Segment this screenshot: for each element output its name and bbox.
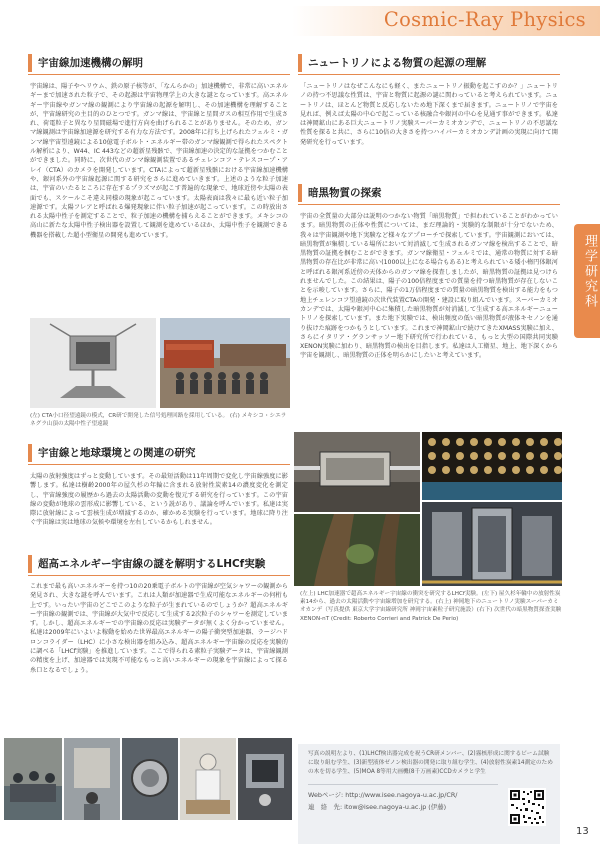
side-tab-label: 理学研究科 (582, 234, 597, 309)
ccd-camera-photo (238, 738, 292, 820)
body-cr-acceleration: 宇宙線は、陽子やヘリウム、鉄の原子核等が、「なんらかの」加速機構で、非常に高いエネルギーまで加速された粒子で、その起源は宇宙物理学上の大きな謎となっています。高エネルギー宇宙線やガンマ線の観測により宇宙線の起源を解明し、その加速機構を理解することが、宇宙線研究の主目的のひとつです。ガンマ線は、宇宙線と星間ガスの相互作用で生成され、荷電粒子と異なり星間磁場で進行方向を曲げられることがありません。そのため、ガンマ線観測は宇宙線加速源を研究する有力な方法です。2008年に打ち上げられたフェルミ・ガンマ線宇宙望遠鏡による10億電子ボルト・エネルギー帯のガンマ線観測で得られたスペクトル解析により、W44、IC 443などの超新星残骸で、宇宙線加速の決定的な証拠をつかむことができました。同時に、次世代のガンマ線観測装置であるチェレンコフ・テレスコープ・アレイ（CTA）のカメラを開発しています。CTAによって超新星残骸における宇宙線加速機構や、銀河系外の宇宙線起源に関する研究をさらに進めていきます。上述のような粒子加速は、宇宙のいたるところに存在するプラズマが起こす普遍的な現象で、地球近傍や太陽の表面でも、スケールこそ違え同様の現象が起こっています。太陽表面は我々に最も近い粒子加速源です。太陽フレアと呼ばれる爆発現象に伴い粒子加速が起こっています。この時放出される太陽中性子を測定することで、粒子加速の機構を捕らえることができます。メキシコの高山に新たな太陽中性子検出器を設置して観測を進めているほか、太陽中性子を観測できる機器を搭載した超小型衛星の開発も進めています。 (30, 83, 288, 239)
side-tab (574, 224, 600, 338)
body-lhcf: これまで最も高いエネルギーを持つ10の20乗電子ボルトの宇宙線が空気シャワーの観測から発見され、大きな謎を呼んでいます。これは人類が加速器で生成可能なエネルギーの何桁も上です。いったい宇宙のどこでこのような粒子が生まれているのでしょうか？超高エネルギー宇宙線の観測では、宇宙線が大気中で反応して生成する2次粒子のシャワーを測定しています。しかし、超高エネルギーでの宇宙線の反応は実験データが無くよく分かっていません。私達は2009年にいよいよ稼動を始めた世界最高エネルギーの陽子衝突型加速器、ラージハドロンコライダー（LHC）に小さな検出器を組み込み、超高エネルギー宇宙線の反応を実験的に調べる「LHCf実験」を推進しています。ここで得られる素粒子実験データは、宇宙線観測の精度を上げ、加速器では実現不可能なもっと高いエネルギーの現象を宇宙線によって探る糸口となるでしょう。 (30, 583, 288, 674)
web-row (308, 790, 457, 799)
caption-cr-acceleration: (左) CTA小口径望遠鏡の模式，CR研で開発した信号処理回路を採用している。 (右) メキシコ・シエラネグラ山頂の太陽中性子望遠鏡 (30, 413, 287, 428)
super-kamiokande-photo (422, 432, 562, 500)
contact-label: 連 絡 先: (308, 803, 343, 811)
contact-email[interactable]: itow@isee.nagoya-u.ac.jp (伊藤) (344, 803, 447, 811)
contact-row (308, 802, 446, 811)
page-title: Cosmic-Ray Physics (383, 8, 586, 31)
info-divider (308, 784, 498, 785)
web-label: Webページ: (308, 791, 344, 799)
web-link[interactable]: http://www.isee.nagoya-u.ac.jp/CR/ (345, 791, 458, 799)
info-box (298, 744, 560, 844)
page-number: 13 (576, 826, 589, 837)
heading-climate: 宇宙線と地球環境との関連の研究 (28, 444, 290, 462)
heading-dark-matter: 暗黒物質の探索 (298, 184, 560, 202)
xenon-nt-photo (422, 502, 562, 586)
solar-neutron-telescope-photo (160, 318, 290, 408)
qr-code-icon (508, 788, 546, 826)
lhcf-experiment-photo (294, 432, 420, 512)
tree-cutting-photo (180, 738, 236, 820)
xenon-detector-photo (122, 738, 178, 820)
title-banner (292, 6, 600, 36)
beam-test-photo (64, 738, 120, 820)
heading-lhcf: 超高エネルギー宇宙線の謎を解明するLHCf実験 (28, 555, 290, 573)
heading-cr-acceleration: 宇宙線加速機構の解明 (28, 54, 290, 72)
body-neutrino: 「ニュートリノはなぜこんなにも軽く、またニュートリノ振動を起こすのか？」ニュートリノの持つ不思議な性質は、宇宙と物質に起源の謎に関わっていると考えられています。ニュートリノは、ほとんど物質と反応しないため地下深くまで届きます。ニュートリノで宇宙を見れば、例えば太陽の中心で起こっている核融合や銀河の中心を見通す事ができます。私達は神岡鉱山にある巨大ニュートリノ実験スーパーカミオカンデで、ニュートリノの不思議な性質を探ると共に、さらに10倍の大きさを持つハイパーカミオカンデ計画の実現に向けて開発研究を行っています。 (300, 83, 558, 146)
yakusugi-tree-rings-photo (294, 514, 420, 586)
photo-description: 写真の説明左より、(1)LHCf検出器完成を祝うCR研メンバー、(2)霧核形成に関するビーム試験に取り組む学生、(3)新型液体ゼノン検出器の開発に取り組む学生、(4)放射性炭素14測定のための木を切る学生、(5)MOA 8等用大画機(8千万画素)CCDカメラと学生 (308, 751, 553, 775)
lhcf-members-photo (4, 738, 62, 820)
body-climate: 太陽の放射強度はずっと変動しています。その最短活動は11年周期で変化し宇宙線強度に影響します。私達は樹齢2000年の屋久杉の年輪に含まれる放射性炭素14の濃度変化を測定し、宇宙線強度の履歴から過去の太陽活動の変動を復元する研究を行っています。この宇宙線の変動が地球の雲形成に影響している、という説があり、議論を呼んでいます。私達は実際に放射線によって雲核生成が増減するのか、確かめる実験を行っています。地球に降り注ぐ宇宙線は実は地球の気候や環境を左右しているかもしれません。 (30, 473, 288, 527)
caption-dark-matter: (左上) LHC加速器で超高エネルギー宇宙線の衝突を研究するLHCf実験。(左下) 屋久杉年輪中の放射性炭素14から、過去の太陽活動や宇宙線増加を研究する。(右上) 神岡地下のニュートリノ実験スーパーカミオカンデ（写真提供 東京大学宇宙線研究所 神岡宇宙素粒子研究施設）(右下) 次世代の暗黒物質探査実験XENON-nT (Credit: Roberto Corrieri and Patrick De Perio) (300, 591, 562, 622)
body-dark-matter: 宇宙の全質量の大部分は説明のつかない物質「暗黒物質」で担われていることがわかっています。暗黒物質の正体や性質については、まだ理論的・実験的な制限が十分でないため、我々は宇宙観測や地下実験など様々なアプローチで探索しています。宇宙観測においては、暗黒物質が集積している場所において対消滅して生成されるガンマ線を検出することで、暗黒物質の証拠を掴むことができます。ガンマ線衛星・フェルミでは、通常の物質に対する暗黒物質の存在比が非常に高い(1000以上になる場合もある)と考えられている矮小楕円体銀河と呼ばれる銀河系近傍の天体からのガンマ線を探査しましたが、暗黒物質の証拠は見つけられませんでした。この結果は、陽子の100倍程度までの質量を持つ暗黒物質が存在しないことを示唆しています。さらに、陽子の1万倍程度までの質量の暗黒物質を検出する能力をもつ地上チェレンコフ望遠鏡の次世代装置CTAの開発・建設に取り組んでいます。スーパーカミオカンデでは、太陽や銀河中心に集積した暗黒物質が対消滅して生成する高エネルギーニュートリノを探索しています。また地下実験では、検出頻度の低い暗黒物質が液体キセノンを通り抜けた痕跡をつかもうとしています。これまで神岡鉱山で続けてきたXMASS実験に加え、さらにイタリア・グランサッソー地下研究所で行われている、もっと大型の国際共同実験XENON実験に加わり、暗黒物質の検出を目指します。私達は人工衛星、地上、地下深くから宇宙を観測し、暗黒物質の正体を明らかにしたいと考えています。 (300, 213, 558, 360)
cta-telescope-photo (30, 318, 156, 408)
heading-neutrino: ニュートリノによる物質の起源の理解 (298, 54, 560, 72)
